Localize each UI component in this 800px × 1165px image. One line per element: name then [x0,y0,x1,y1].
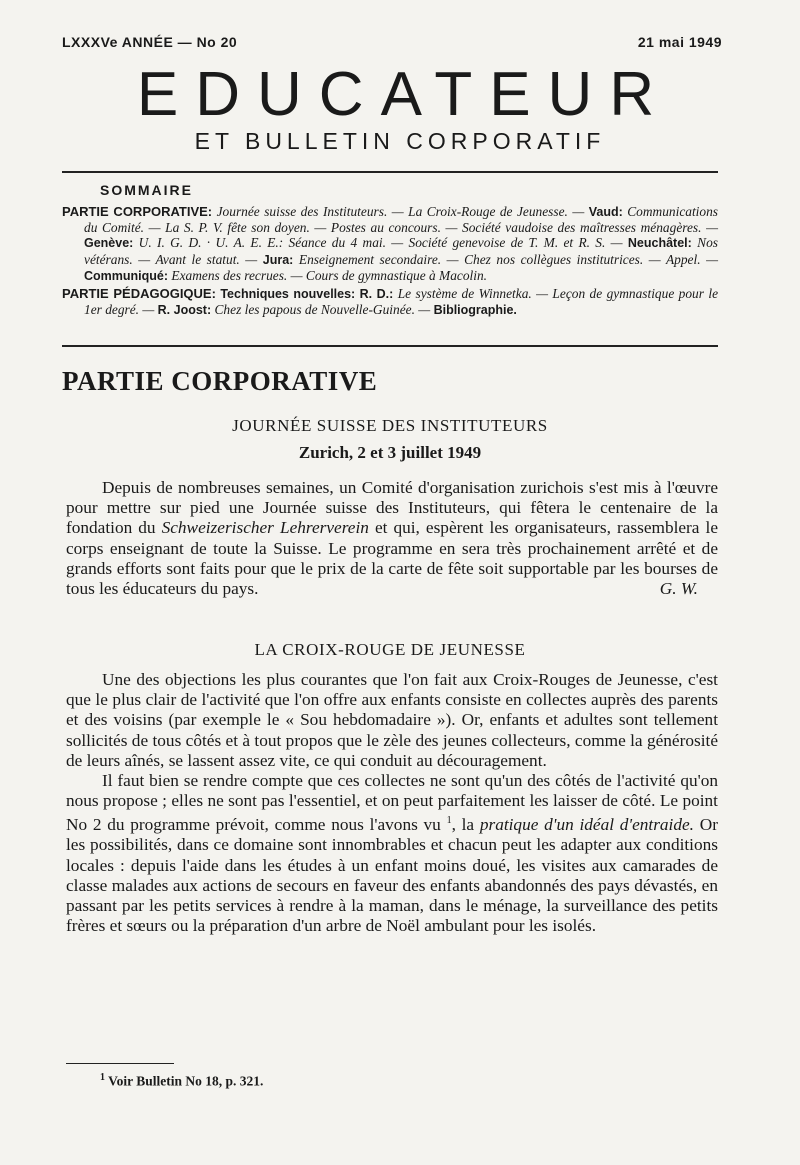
section-heading: PARTIE CORPORATIVE [62,366,378,396]
issue-header [62,34,722,50]
article-subtitle: Zurich, 2 et 3 juillet 1949 [298,443,482,462]
toc-text: Examens des recrues. — Cours de gymnastique à Macolin. [171,267,488,283]
toc-text: U. I. G. D. · U. A. E. E.: Séance du 4 mai. — Société genevoise de T. M. et R. S. — [138,235,623,251]
table-of-contents [62,204,718,318]
paragraph: Une des objections les plus courantes que l'on fait aux Croix-Rouges de Jeunesse, c'est que le plus clair de l'activité que l'on offre aux enfants consiste en collectes auprès des parents et des voisins (par exemple le « Sou hebdomadaire »). Or, enfants et adultes sont tellement sollicités de tous côtés et à tout propos que le zèle des jeunes collecteurs, comme la générosité de leurs aînés, se lassent assez vite, ce qui conduit au découragement. [66,670,718,770]
issue-date: 21 mai 1949 [637,34,722,50]
article-title: LA CROIX-ROUGE DE JEUNESSE [254,640,526,659]
toc-text: Enseignement secondaire. — Chez nos collègues institutrices. — Appel. — [298,251,718,267]
masthead-subtitle: ET BULLETIN CORPORATIF [194,128,606,154]
top-divider [62,171,718,173]
footnote-mark: 1 [100,1072,105,1083]
sommaire-title: SOMMAIRE [100,182,193,198]
toc-canton-label: Jura: [262,252,294,267]
article-title: JOURNÉE SUISSE DES INSTITUTEURS [232,416,548,435]
italic-run: pratique d'un idéal d'entraide. [479,815,694,835]
text-run: , la [451,815,475,835]
toc-text: Chez les papous de Nouvelle-Guinée. — [214,302,431,318]
toc-text: Nos vétérans. — Avant le statut. — [84,235,718,267]
text-run: et qui, espèrent les organisateurs, rassemblera le corps enseignant de toute la Suisse. Le programme en sera très prochainement arrêté et de grands efforts sont faits pour que le prix de la carte de fête soit supportable par les bourses de tous les éducateurs du pays. [66,518,718,599]
bottom-divider [62,345,718,347]
paragraph [66,478,718,599]
toc-subsection-label: Techniques nouvelles: [220,287,356,302]
toc-canton-label: Neuchâtel: [627,236,692,251]
footnote [100,1072,263,1090]
toc-text: Le système de Winnetka. — Leçon de gymnastique pour le 1er degré. — [84,286,719,318]
masthead-title: EDUCATEUR [136,60,672,129]
signature: G. W. [659,579,698,599]
toc-pedagogique [62,286,718,318]
toc-bibliography: Bibliographie. [433,303,517,318]
toc-author-label: R. Joost: [157,303,212,318]
footnote-ref: 1 [446,815,452,827]
toc-text: Journée suisse des Instituteurs. — La Croix-Rouge de Jeunesse. — [216,204,585,219]
toc-author-label: R. D.: [359,287,394,302]
article-body [66,670,718,936]
toc-corporative [62,204,718,284]
toc-canton-label: Communiqué: [84,268,169,283]
toc-canton-label: Vaud: [588,205,623,219]
toc-canton-label: Genève: [84,236,134,251]
text-run: Il faut bien se rendre compte que ces collectes ne sont qu'un des côtés de l'activité qu'on nous propose ; elles ne sont pas l'essentiel, et on peut parfaitement les laisser de côté. Le point No 2 du programme prévoit, comme nous l'avons vu [66,771,718,835]
paragraph [66,771,718,936]
article-body [66,478,718,599]
footnote-text: Voir Bulletin No 18, p. 321. [108,1073,264,1089]
issue-number: LXXXVe ANNÉE — No 20 [62,34,238,50]
toc-section-label: PARTIE PÉDAGOGIQUE: [62,286,216,302]
text-run: Depuis de nombreuses semaines, un Comité d'organisation zurichois s'est mis à l'œuvre pour mettre sur pied une Journée suisse des Instituteurs, qui fêtera le centenaire de la fondation du [66,478,718,538]
text-run: Or les possibilités, dans ce domaine sont innombrables et chacun peut les adapter aux conditions locales : depuis l'aide dans les études à un enfant moins doué, les visites aux camarades de classe malades aux actions de secours en faveur des enfants abandonnés des pays dévastés, en passant par les petits services à rendre à la maman, dans le ménage, la surveillance des petits frères et sœurs ou la préparation d'un arbre de Noël ambulant pour les isolés. [66,815,718,936]
toc-section-label: PARTIE CORPORATIVE: [62,204,213,219]
toc-text: Communications du Comité. — La S. P. V. fête son doyen. — Postes au concours. — Société vaudoise des maîtresses ménagères. — [84,204,718,236]
italic-run: Schweizerischer Lehrerverein [161,518,369,538]
footnote-divider [66,1063,174,1064]
